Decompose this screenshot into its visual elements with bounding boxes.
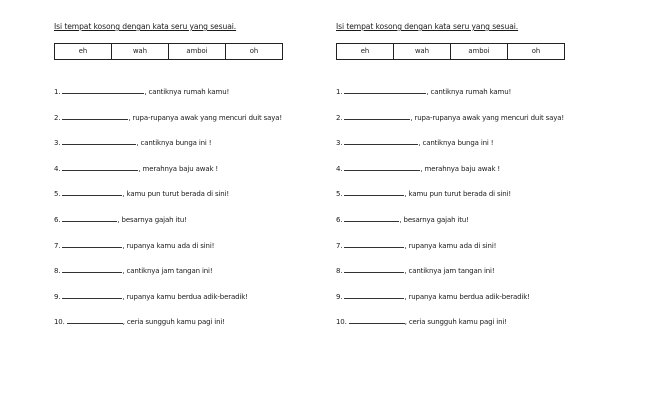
- answer-blank[interactable]: [344, 137, 418, 145]
- question-text: , ceria sungguh kamu pagi ini!: [404, 318, 507, 327]
- question-item: [336, 316, 628, 342]
- question-item: [54, 291, 346, 317]
- question-item: [54, 240, 346, 266]
- question-item: [54, 188, 346, 214]
- question-text: , rupa-rupanya awak yang mencuri duit saya!: [410, 113, 565, 122]
- question-item: [336, 112, 628, 138]
- word-bank-cell: eh: [337, 44, 394, 59]
- answer-blank[interactable]: [344, 265, 404, 273]
- question-number: 10.: [54, 318, 65, 327]
- word-bank-cell: amboi: [451, 44, 508, 59]
- question-item: [336, 86, 628, 112]
- question-item: [54, 163, 346, 189]
- answer-blank[interactable]: [62, 291, 122, 299]
- question-text: , merahnya baju awak !: [420, 164, 501, 173]
- answer-blank[interactable]: [344, 240, 404, 248]
- question-number: 5.: [54, 190, 61, 199]
- question-number: 7.: [336, 241, 343, 250]
- answer-blank[interactable]: [62, 86, 144, 94]
- question-list: [336, 86, 628, 342]
- question-item: [336, 291, 628, 317]
- instruction-text: Isi tempat kosong dengan kata seru yang sesuai.: [54, 22, 237, 31]
- answer-blank[interactable]: [62, 137, 136, 145]
- question-item: [336, 265, 628, 291]
- answer-blank[interactable]: [344, 112, 410, 120]
- question-number: 1.: [336, 88, 343, 96]
- question-item: [336, 214, 628, 240]
- question-item: [54, 137, 346, 163]
- question-number: 2.: [336, 113, 343, 122]
- question-text: , kamu pun turut berada di sini!: [122, 190, 230, 199]
- question-text: , cantiknya jam tangan ini!: [404, 267, 495, 276]
- answer-blank[interactable]: [344, 163, 420, 171]
- question-item: [336, 163, 628, 189]
- question-text: , cantiknya bunga ini !: [136, 139, 212, 148]
- question-number: 2.: [54, 113, 61, 122]
- question-text: , besarnya gajah itu!: [117, 215, 187, 224]
- question-text: , rupanya kamu berdua adik-beradik!: [122, 292, 248, 301]
- answer-blank[interactable]: [344, 291, 404, 299]
- answer-blank[interactable]: [62, 188, 122, 196]
- answer-blank[interactable]: [344, 86, 426, 94]
- question-text: , cantiknya jam tangan ini!: [122, 267, 213, 276]
- instruction-text: Isi tempat kosong dengan kata seru yang sesuai.: [336, 22, 519, 31]
- answer-blank[interactable]: [349, 316, 405, 324]
- worksheet-right: [336, 22, 628, 342]
- question-item: [54, 316, 346, 342]
- answer-blank[interactable]: [344, 214, 399, 222]
- question-number: 8.: [54, 267, 61, 276]
- question-number: 8.: [336, 267, 343, 276]
- question-text: , rupanya kamu ada di sini!: [404, 241, 497, 250]
- question-item: [54, 112, 346, 138]
- question-text: , cantiknya rumah kamu!: [144, 88, 230, 96]
- word-bank-table: [336, 43, 565, 60]
- question-text: , ceria sungguh kamu pagi ini!: [122, 318, 225, 327]
- question-number: 5.: [336, 190, 343, 199]
- answer-blank[interactable]: [62, 265, 122, 273]
- question-number: 10.: [336, 318, 347, 327]
- question-number: 1.: [54, 88, 61, 96]
- word-bank-cell: oh: [531, 47, 541, 55]
- answer-blank[interactable]: [62, 163, 138, 171]
- word-bank-cell: oh: [249, 47, 259, 55]
- question-number: 9.: [54, 292, 61, 301]
- question-number: 6.: [336, 215, 343, 224]
- question-item: [336, 137, 628, 163]
- question-text: , cantiknya bunga ini !: [418, 139, 494, 148]
- question-text: , cantiknya rumah kamu!: [426, 88, 512, 96]
- worksheet-left: [54, 22, 346, 342]
- question-item: [336, 240, 628, 266]
- word-bank-cell: eh: [55, 44, 112, 59]
- question-text: , rupanya kamu ada di sini!: [122, 241, 215, 250]
- question-item: [54, 86, 346, 112]
- word-bank-table: [54, 43, 283, 60]
- answer-blank[interactable]: [344, 188, 404, 196]
- question-list: [54, 86, 346, 342]
- question-text: , rupa-rupanya awak yang mencuri duit saya!: [128, 113, 283, 122]
- question-number: 9.: [336, 292, 343, 301]
- question-text: , rupanya kamu berdua adik-beradik!: [404, 292, 530, 301]
- question-item: [336, 188, 628, 214]
- question-text: , kamu pun turut berada di sini!: [404, 190, 512, 199]
- answer-blank[interactable]: [62, 240, 122, 248]
- question-number: 3.: [54, 139, 61, 148]
- question-text: , besarnya gajah itu!: [399, 215, 469, 224]
- question-item: [54, 214, 346, 240]
- question-item: [54, 265, 346, 291]
- word-bank-cell: wah: [112, 44, 169, 59]
- question-number: 6.: [54, 215, 61, 224]
- answer-blank[interactable]: [62, 214, 117, 222]
- question-number: 7.: [54, 241, 61, 250]
- question-number: 4.: [336, 164, 343, 173]
- word-bank-cell: amboi: [169, 44, 226, 59]
- question-number: 3.: [336, 139, 343, 148]
- question-number: 4.: [54, 164, 61, 173]
- word-bank-cell: wah: [394, 44, 451, 59]
- answer-blank[interactable]: [67, 316, 123, 324]
- question-text: , merahnya baju awak !: [138, 164, 219, 173]
- answer-blank[interactable]: [62, 112, 128, 120]
